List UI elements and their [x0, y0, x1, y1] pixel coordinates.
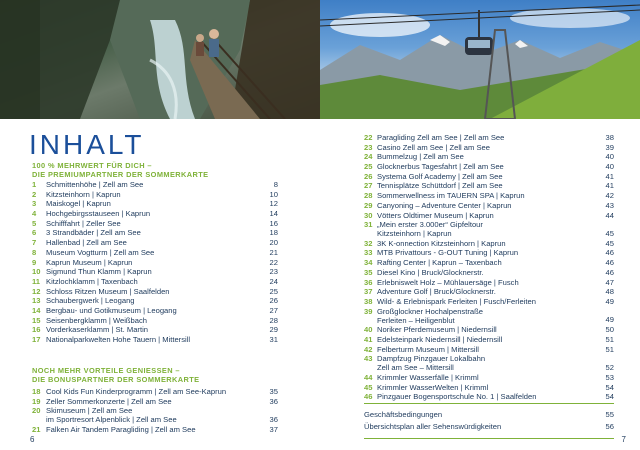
toc-entry-page: 43 [605, 200, 614, 210]
toc-entry-title-line2: im Sportresort Alpenblick | Zell am See [46, 415, 177, 425]
toc-entry-number: 1 [32, 180, 37, 189]
toc-entry-page: 24 [269, 276, 278, 286]
toc-entry-page: 40 [605, 152, 614, 162]
toc-entry-title: Wild- & Erlebnispark Ferleiten | Fusch/Ferleiten [377, 296, 536, 306]
toc-entry-title: Pinzgauer Bogensportschule No. 1 | Saalfelden [377, 392, 537, 402]
toc-entry-page: 41 [605, 181, 614, 191]
toc-entry-page: 40 [605, 162, 614, 172]
toc-entry-title [46, 406, 177, 425]
toc-entry-page: 52 [605, 363, 614, 373]
toc-entry[interactable] [32, 335, 278, 345]
toc-entry[interactable] [364, 143, 614, 153]
toc-entry-title [377, 307, 483, 326]
toc-entry-number: 14 [32, 305, 41, 315]
toc-entry-page: 46 [605, 258, 614, 268]
bonus-section-heading [32, 366, 199, 384]
toc-entry[interactable] [32, 406, 278, 425]
toc-entry[interactable] [364, 152, 614, 162]
toc-entry-title: Adventure Golf | Bruck/Glocknerstr. [377, 287, 496, 297]
toc-entry[interactable] [364, 307, 614, 326]
toc-entry-page: 23 [269, 267, 278, 277]
toc-entry-number: 2 [32, 189, 37, 199]
toc-entry-page: 38 [605, 133, 614, 142]
toc-entry-page: 45 [605, 238, 614, 248]
toc-entry-title: Krimmler WasserWelten | Krimml [377, 382, 489, 392]
toc-entry[interactable] [364, 133, 614, 143]
toc-entry-number: 11 [32, 276, 41, 286]
toc-entry[interactable] [364, 325, 614, 335]
toc-entry[interactable] [364, 220, 614, 239]
toc-entry[interactable] [32, 219, 278, 229]
toc-entry[interactable] [32, 425, 278, 435]
toc-entry[interactable] [32, 387, 278, 397]
toc-entry-page: 18 [269, 228, 278, 238]
toc-entry-page: 10 [269, 189, 278, 199]
toc-entry-title: Schloss Ritzen Museum | Saalfelden [46, 286, 170, 296]
toc-entry-number: 29 [364, 200, 373, 210]
toc-entry-number: 16 [32, 325, 41, 335]
toc-entry-title: Erlebniswelt Holz – Mühlauersäge | Fusch [377, 277, 519, 287]
toc-entry[interactable] [364, 172, 614, 182]
toc-entry-title: Seisenbergklamm | Weißbach [46, 315, 148, 325]
toc-entry-title: Übersichtsplan aller Sehenswürdigkeiten [364, 422, 502, 431]
toc-entry-title: Bummelzug | Zell am See [377, 152, 464, 162]
toc-entry-title-line2: Ferleiten – Heiligenblut [377, 315, 455, 325]
toc-entry-number: 31 [364, 220, 373, 230]
toc-entry[interactable] [364, 421, 614, 433]
toc-entry-title: Sommerwellness im TAUERN SPA | Kaprun [377, 191, 525, 201]
toc-entry[interactable] [364, 201, 614, 211]
toc-entry-page: 51 [605, 334, 614, 344]
divider-bottom [364, 438, 614, 439]
toc-entry[interactable] [364, 181, 614, 191]
toc-entry[interactable] [32, 306, 278, 316]
toc-entry[interactable] [364, 345, 614, 355]
bonus-partner-list-continued [364, 133, 614, 402]
toc-entry-title: Bergbau- und Gotikmuseum | Leogang [46, 305, 177, 315]
toc-entry-number: 37 [364, 287, 373, 297]
toc-entry-title-line2: Kitzsteinhorn | Kaprun [377, 229, 452, 239]
toc-entry[interactable] [364, 162, 614, 172]
toc-entry-title: Schifffahrt | Zeller See [46, 218, 121, 228]
toc-entry-page: 56 [605, 422, 614, 431]
toc-entry-title: Rafting Center | Kaprun – Taxenbach [377, 258, 502, 268]
toc-entry[interactable] [32, 248, 278, 258]
toc-entry-page: 8 [273, 180, 278, 189]
toc-entry[interactable] [364, 373, 614, 383]
toc-entry[interactable] [32, 190, 278, 200]
toc-entry-page: 36 [269, 415, 278, 425]
toc-entry-page: 16 [269, 218, 278, 228]
toc-entry[interactable] [364, 409, 614, 421]
toc-entry-title-line2: Zell am See – Mittersill [377, 363, 454, 373]
toc-entry[interactable] [32, 238, 278, 248]
premium-partner-list [32, 180, 278, 345]
toc-entry-number: 12 [32, 286, 41, 296]
toc-entry-title: Schmittenhöhe | Zell am See [46, 180, 144, 189]
toc-entry-title [377, 220, 483, 239]
toc-entry-page: 31 [269, 335, 278, 344]
toc-entry-title-line1: „Mein erster 3.000er“ Gipfeltour [377, 220, 483, 230]
divider-top [364, 403, 614, 404]
toc-entry-page: 14 [269, 209, 278, 219]
toc-entry-title: Nationalparkwelten Hohe Tauern | Mittersill [46, 335, 191, 344]
toc-entry-number: 23 [364, 142, 373, 152]
right-page-number: 7 [621, 435, 626, 444]
toc-entry-number: 19 [32, 396, 41, 406]
toc-entry-page: 55 [605, 410, 614, 419]
toc-entry[interactable] [32, 209, 278, 219]
toc-entry-title: Kitzsteinhorn | Kaprun [46, 189, 121, 199]
toc-entry-page: 21 [269, 247, 278, 257]
toc-entry-title [377, 354, 485, 373]
bonus-partner-list [32, 387, 278, 435]
toc-entry-title: Falken Air Tandem Paragliding | Zell am See [46, 424, 196, 434]
toc-entry-number: 13 [32, 296, 41, 306]
toc-entry-number: 30 [364, 210, 373, 220]
toc-entry-page: 49 [605, 296, 614, 306]
toc-entry-title: Diesel Kino | Bruck/Glocknerstr. [377, 267, 484, 277]
toc-entry-page: 29 [269, 325, 278, 335]
toc-entry-title: Schaubergwerk | Leogang [46, 296, 135, 306]
toc-entry[interactable] [32, 296, 278, 306]
toc-entry-title: Systema Golf Academy | Zell am See [377, 171, 503, 181]
toc-entry[interactable] [364, 287, 614, 297]
toc-entry-title-line1: Dampfzug Pinzgauer Lokalbahn [377, 354, 486, 364]
toc-entry-page: 26 [269, 296, 278, 306]
toc-entry-page: 28 [269, 315, 278, 325]
toc-entry[interactable] [32, 267, 278, 277]
toc-entry-page: 49 [605, 315, 614, 325]
toc-entry-number: 20 [32, 406, 41, 416]
toc-entry-number: 18 [32, 387, 41, 396]
toc-entry[interactable] [32, 180, 278, 190]
appendix-list [364, 409, 614, 433]
toc-entry-title: Museum Vogtturm | Zell am See [46, 247, 155, 257]
toc-entry-title: Hochgebirgsstauseen | Kaprun [46, 209, 151, 219]
toc-entry-number: 36 [364, 277, 373, 287]
toc-entry-title: Vötters Oldtimer Museum | Kaprun [377, 210, 494, 220]
toc-entry-title: 3 Strandbäder | Zell am See [46, 228, 141, 238]
toc-entry-number: 44 [364, 372, 373, 382]
toc-entry-title: Zeller Sommerkonzerte | Zell am See [46, 396, 172, 406]
page-title: INHALT [29, 129, 145, 160]
toc-entry-page: 53 [605, 372, 614, 382]
toc-entry-number: 5 [32, 218, 37, 228]
gondola-photo [320, 0, 640, 119]
toc-entry-number: 3 [32, 199, 37, 209]
toc-entry-number: 45 [364, 382, 373, 392]
toc-entry-number: 7 [32, 238, 37, 248]
toc-entry[interactable] [364, 258, 614, 268]
toc-entry-number: 8 [32, 247, 37, 257]
toc-entry-title-line1: Skimuseum | Zell am See [46, 406, 133, 416]
toc-entry[interactable] [364, 191, 614, 201]
toc-entry-number: 22 [364, 133, 373, 142]
toc-entry-page: 22 [269, 257, 278, 267]
waterfall-gorge-illustration [0, 0, 320, 119]
toc-entry[interactable] [364, 248, 614, 258]
toc-entry-number: 27 [364, 181, 373, 191]
toc-entry-number: 42 [364, 344, 373, 354]
toc-entry[interactable] [32, 277, 278, 287]
toc-entry[interactable] [364, 383, 614, 393]
toc-entry-title: Noriker Pferdemuseum | Niedernsill [377, 325, 497, 335]
toc-entry-title: Edelsteinpark Niedernsill | Niedernsill [377, 334, 503, 344]
toc-entry-page: 46 [605, 267, 614, 277]
toc-entry-page: 41 [605, 171, 614, 181]
gondola-mountain-illustration [320, 0, 640, 119]
toc-entry-title: MTB Privattours - G-OUT Tuning | Kaprun [377, 248, 519, 258]
toc-entry-number: 38 [364, 296, 373, 306]
toc-entry-page: 39 [605, 142, 614, 152]
premium-section-heading [32, 161, 208, 179]
toc-entry[interactable] [364, 268, 614, 278]
toc-entry[interactable] [364, 354, 614, 373]
toc-entry-number: 25 [364, 162, 373, 172]
toc-entry-number: 46 [364, 392, 373, 402]
toc-entry-title-line1: Großglockner Hochalpenstraße [377, 306, 483, 316]
toc-entry[interactable] [32, 258, 278, 268]
toc-entry-number: 32 [364, 238, 373, 248]
toc-entry-title: Felberturm Museum | Mittersill [377, 344, 479, 354]
toc-entry[interactable] [364, 278, 614, 288]
toc-entry[interactable] [364, 211, 614, 221]
toc-entry-number: 17 [32, 335, 41, 344]
toc-entry-page: 44 [605, 210, 614, 220]
toc-entry-title: Geschäftsbedingungen [364, 410, 443, 419]
bonus-heading-line1: NOCH MEHR VORTEILE GENIESSEN – [32, 366, 180, 375]
toc-entry-number: 21 [32, 424, 41, 434]
toc-entry[interactable] [364, 239, 614, 249]
toc-entry-title: Glocknerbus Tagesfahrt | Zell am See [377, 162, 504, 172]
toc-entry-number: 6 [32, 228, 37, 238]
bonus-heading-line2: DIE BONUSPARTNER DER SOMMERKARTE [32, 375, 200, 384]
toc-entry-title: Kitzlochklamm | Taxenbach [46, 276, 138, 286]
toc-entry-title: Krimmler Wasserfälle | Krimml [377, 372, 479, 382]
toc-entry-page: 45 [605, 229, 614, 239]
toc-entry-page: 51 [605, 344, 614, 354]
left-page-number: 6 [30, 435, 35, 444]
toc-entry-number: 9 [32, 257, 37, 267]
toc-entry-title: Canyoning – Adventure Center | Kaprun [377, 200, 512, 210]
toc-entry-number: 43 [364, 354, 373, 364]
toc-entry-page: 36 [269, 396, 278, 406]
toc-entry-page: 54 [605, 382, 614, 392]
toc-entry-page: 20 [269, 238, 278, 248]
toc-entry-page: 42 [605, 191, 614, 201]
toc-entry[interactable] [32, 325, 278, 335]
toc-entry[interactable] [364, 297, 614, 307]
toc-entry-number: 15 [32, 315, 41, 325]
toc-entry[interactable] [364, 392, 614, 402]
toc-entry-title: Casino Zell am See | Zell am See [377, 142, 490, 152]
toc-entry-number: 39 [364, 306, 373, 316]
toc-entry-title: Tennisplätze Schüttdorf | Zell am See [377, 181, 503, 191]
toc-entry[interactable] [32, 397, 278, 407]
toc-entry-number: 24 [364, 152, 373, 162]
toc-entry-page: 50 [605, 325, 614, 335]
toc-entry-title: Maiskogel | Kaprun [46, 199, 111, 209]
toc-entry-page: 54 [605, 392, 614, 402]
toc-entry-page: 46 [605, 248, 614, 258]
toc-entry[interactable] [364, 335, 614, 345]
toc-entry-number: 26 [364, 171, 373, 181]
toc-entry-number: 4 [32, 209, 37, 219]
toc-entry-title: Vorderkaserklamm | St. Martin [46, 325, 148, 335]
toc-entry-page: 25 [269, 286, 278, 296]
toc-entry-number: 41 [364, 334, 373, 344]
toc-entry-number: 40 [364, 325, 373, 335]
toc-entry-number: 10 [32, 267, 41, 277]
toc-entry-number: 28 [364, 191, 373, 201]
toc-entry-number: 33 [364, 248, 373, 258]
toc-entry-title: Cool Kids Fun Kinderprogramm | Zell am See-Kaprun [46, 387, 227, 396]
toc-entry-number: 35 [364, 267, 373, 277]
toc-entry-title: Hallenbad | Zell am See [46, 238, 127, 248]
premium-heading-line2: DIE PREMIUMPARTNER DER SOMMERKARTE [32, 170, 209, 179]
toc-entry[interactable] [32, 316, 278, 326]
toc-entry[interactable] [32, 287, 278, 297]
toc-entry[interactable] [32, 199, 278, 209]
toc-entry-title: 3K K-onnection Kitzsteinhorn | Kaprun [377, 238, 506, 248]
toc-entry-title: Sigmund Thun Klamm | Kaprun [46, 267, 152, 277]
toc-entry-title: Kaprun Museum | Kaprun [46, 257, 133, 267]
toc-entry-page: 37 [269, 424, 278, 434]
gorge-walkway-photo [0, 0, 320, 119]
toc-entry-page: 47 [605, 277, 614, 287]
toc-entry-title: Paragliding Zell am See | Zell am See [377, 133, 505, 142]
toc-entry-number: 34 [364, 258, 373, 268]
toc-entry-page: 35 [269, 387, 278, 396]
toc-entry-page: 48 [605, 287, 614, 297]
toc-entry[interactable] [32, 228, 278, 238]
toc-entry-page: 12 [269, 199, 278, 209]
premium-heading-line1: 100 % MEHRWERT FÜR DICH – [32, 161, 152, 170]
toc-entry-page: 27 [269, 305, 278, 315]
